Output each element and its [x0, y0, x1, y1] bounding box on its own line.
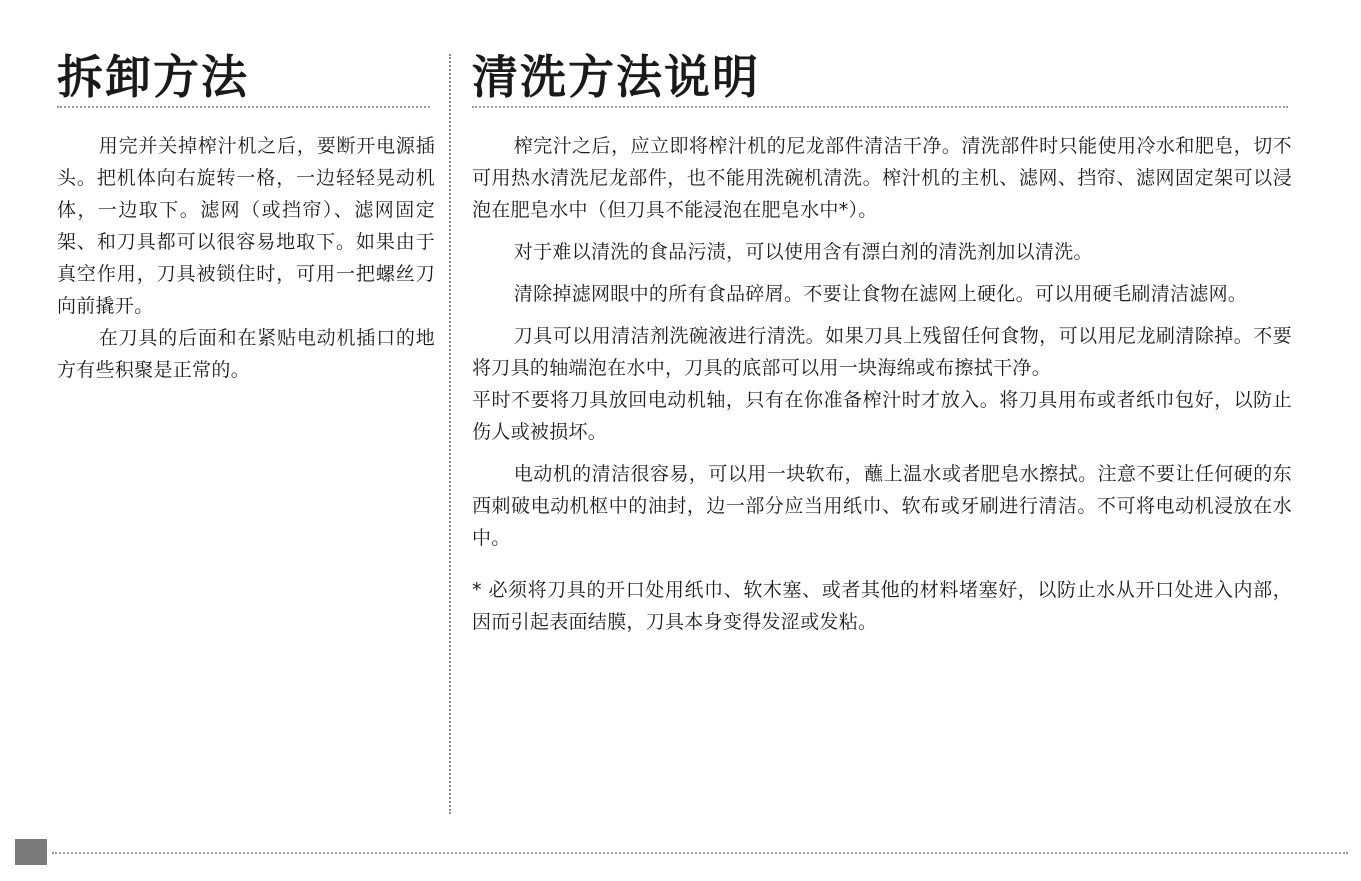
section-title-cleaning: 清洗方法说明	[472, 50, 760, 104]
page-marker	[15, 839, 47, 865]
right-column	[472, 0, 1292, 638]
section-title-disassembly: 拆卸方法	[57, 50, 249, 104]
paragraph: 电动机的清洁很容易，可以用一块软布，蘸上温水或者肥皂水擦拭。注意不要让任何硬的东西刺破电动机枢中的油封，边一部分应当用纸巾、软布或牙刷进行清洁。不可将电动机浸放在水中。	[472, 463, 1292, 549]
title-divider	[57, 106, 430, 108]
paragraph: 在刀具的后面和在紧贴电动机插口的地方有些积聚是正常的。	[57, 327, 435, 381]
disassembly-body	[57, 130, 435, 386]
paragraph: 清除掉滤网眼中的所有食品碎屑。不要让食物在滤网上硬化。可以用硬毛刷清洁滤网。	[513, 283, 1248, 305]
paragraph: 平时不要将刀具放回电动机轴，只有在你准备榨汁时才放入。将刀具用布或者纸巾包好，以防止伤人或被损坏。	[472, 389, 1292, 443]
paragraph: 刀具可以用清洁剂洗碗液进行清洗。如果刀具上残留任何食物，可以用尼龙刷清除掉。不要将刀具的轴端泡在水中，刀具的底部可以用一块海绵或布擦拭干净。	[472, 325, 1292, 379]
paragraph: 对于难以清洗的食品污渍，可以使用含有漂白剂的清洗剂加以清洗。	[513, 241, 1093, 263]
title-divider	[472, 106, 1288, 108]
paragraph: 榨完汁之后，应立即将榨汁机的尼龙部件清洁干净。清洗部件时只能使用冷水和肥皂，切不可用热水清洗尼龙部件，也不能用洗碗机清洗。榨汁机的主机、滤网、挡帘、滤网固定架可以浸泡在肥皂水中（但刀具不能浸泡在肥皂水中*）。	[472, 135, 1292, 221]
footnote: * 必须将刀具的开口处用纸巾、软木塞、或者其他的材料堵塞好，以防止水从开口处进入内部，因而引起表面结膜，刀具本身变得发涩或发粘。	[472, 579, 1292, 633]
column-divider	[449, 54, 451, 814]
cleaning-body	[472, 130, 1292, 638]
paragraph: 用完并关掉榨汁机之后，要断开电源插头。把机体向右旋转一格，一边轻轻晃动机体，一边取下。滤网（或挡帘）、滤网固定架、和刀具都可以很容易地取下。如果由于真空作用，刀具被锁住时，可用一把螺丝刀向前撬开。	[57, 135, 435, 317]
footer-divider	[52, 852, 1348, 854]
left-column	[57, 0, 435, 386]
